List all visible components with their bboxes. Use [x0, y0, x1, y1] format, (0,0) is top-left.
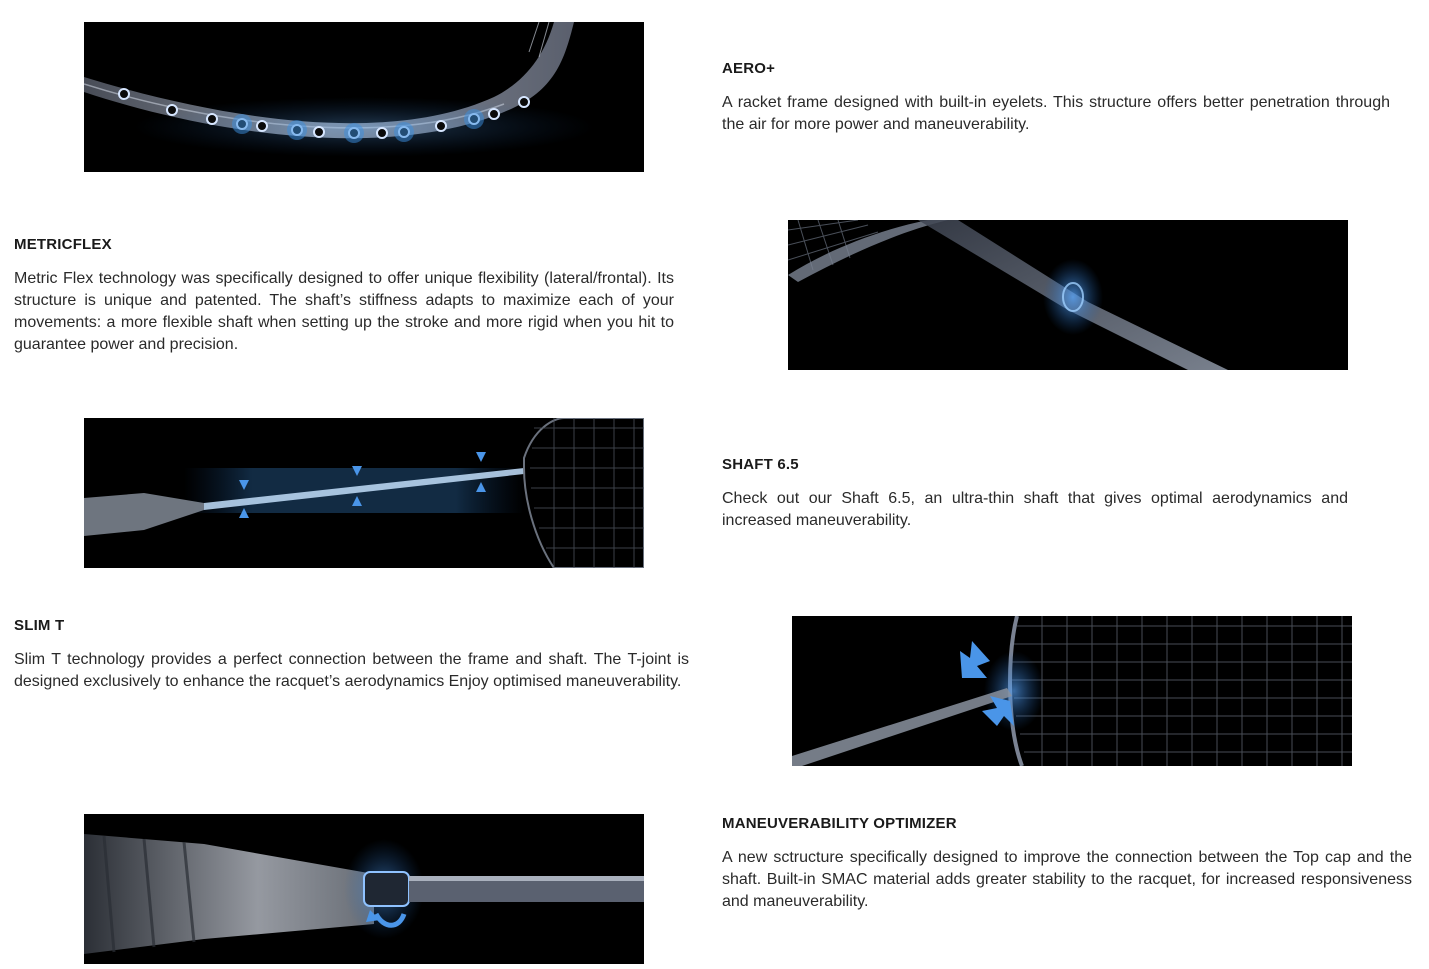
feature-metricflex: [14, 236, 674, 356]
feature-title: MANEUVERABILITY OPTIMIZER: [722, 815, 957, 832]
t-joint-image: [792, 616, 1352, 766]
shaft-flex-image: [788, 220, 1348, 370]
feature-description: Metric Flex technology was specifically designed to offer unique flexibility (lateral/frontal). Its structure is unique and patented. The shaft’s stiffness adapts to maximize each of your movements: a more flexible shaft when setting up the stroke and more rigid when you hit to guarantee power and precision.: [14, 270, 674, 353]
feature-description: A new sctructure specifically designed to improve the connection between the Top cap and the shaft. Built-in SMAC material adds greater stability to the racquet, for increased responsiveness and maneuverability.: [722, 849, 1412, 910]
thin-shaft-image: [84, 418, 644, 568]
shaft-6-5-image: [84, 418, 644, 568]
feature-maneuverability-optimizer: [722, 815, 1412, 913]
feature-shaft-6-5: [722, 456, 1348, 532]
feature-title: METRICFLEX: [14, 236, 112, 253]
top-cap-connection-image: [84, 814, 644, 964]
feature-title: AERO+: [722, 60, 776, 77]
racket-frame-eyelets-image: [84, 22, 644, 172]
slim-t-image: [792, 616, 1352, 766]
metricflex-image: [788, 220, 1348, 370]
feature-title: SLIM T: [14, 617, 65, 634]
aero-plus-image: [84, 22, 644, 172]
feature-slim-t: [14, 617, 689, 693]
maneuverability-optimizer-image: [84, 814, 644, 964]
feature-description: Check out our Shaft 6.5, an ultra-thin shaft that gives optimal aerodynamics and increased maneuverability.: [722, 490, 1348, 529]
feature-description: Slim T technology provides a perfect connection between the frame and shaft. The T-joint is designed exclusively to enhance the racquet’s aerodynamics Enjoy optimised maneuverability.: [14, 651, 689, 690]
feature-aero-plus: [722, 60, 1390, 136]
feature-title: SHAFT 6.5: [722, 456, 799, 473]
feature-description: A racket frame designed with built-in eyelets. This structure offers better penetration through the air for more power and maneuverability.: [722, 94, 1390, 133]
